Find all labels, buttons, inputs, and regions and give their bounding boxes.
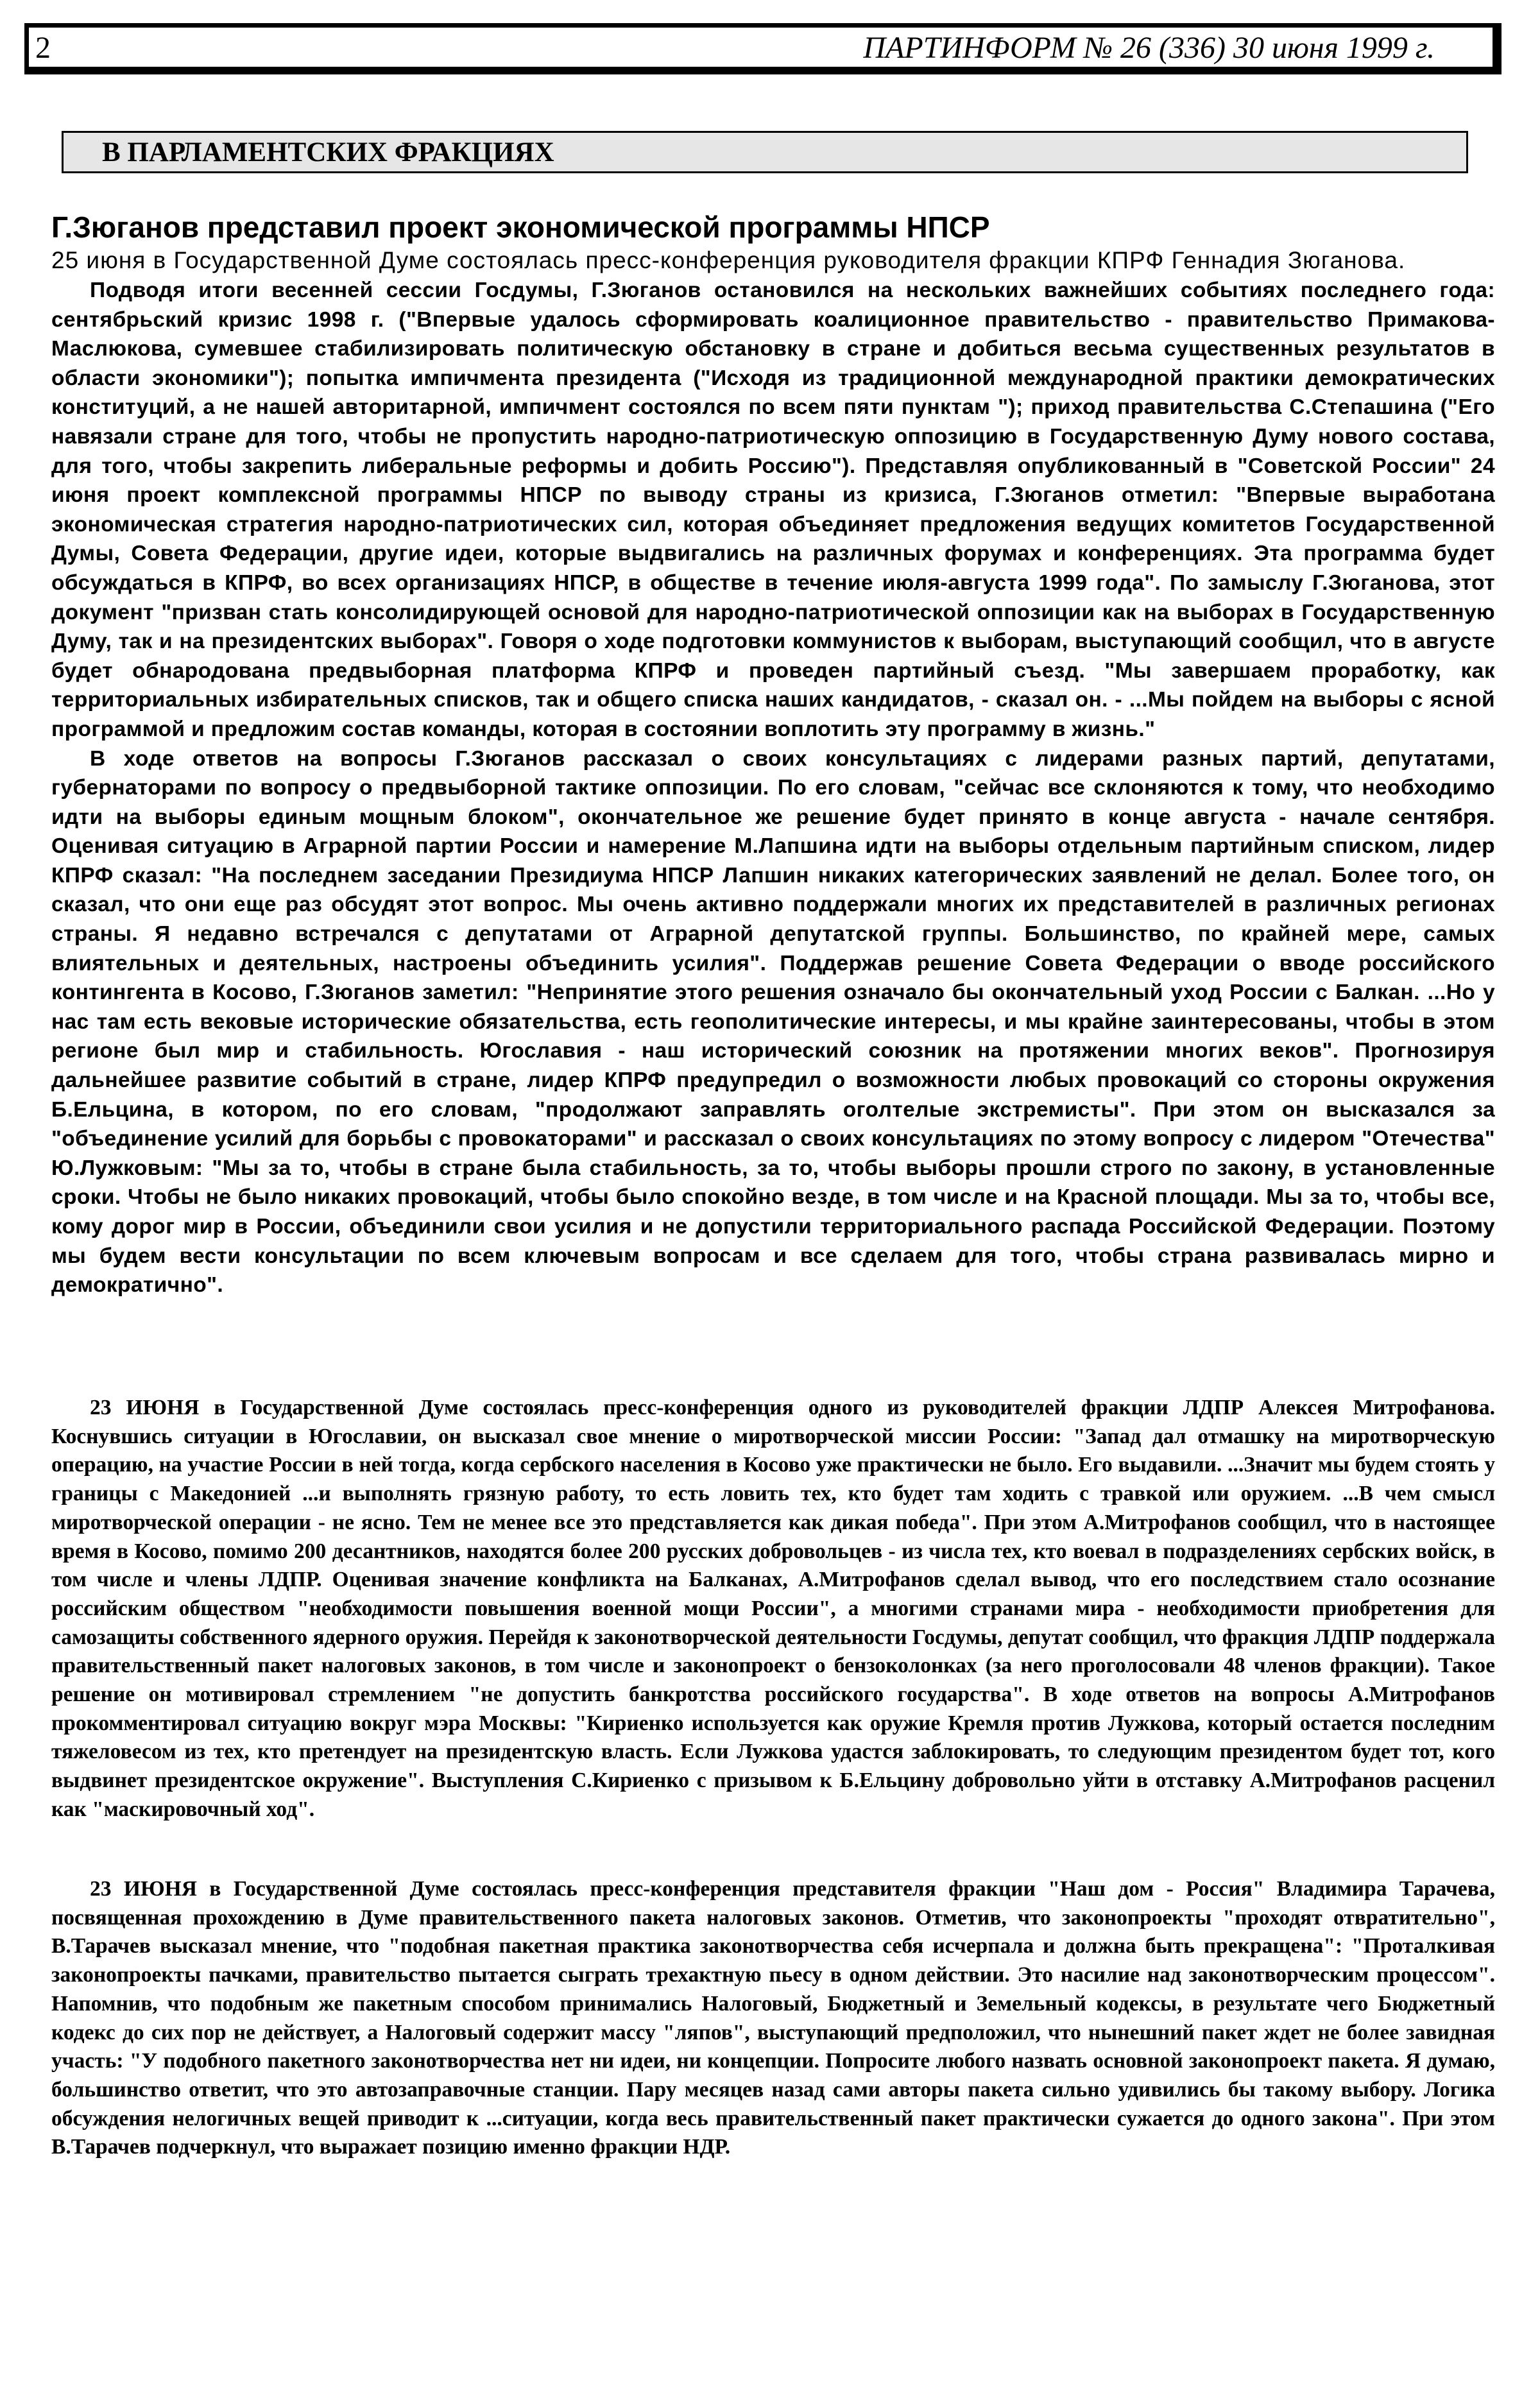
article-mitrofanov bbox=[51, 1394, 1495, 1824]
article-zyuganov bbox=[51, 209, 1495, 1300]
section-title: В ПАРЛАМЕНТСКИХ ФРАКЦИЯХ bbox=[102, 137, 554, 167]
article-paragraph: В ходе ответов на вопросы Г.Зюганов рассказал о своих консультациях с лидерами разных партий, депутатами, губернаторами по вопросу о предвыборной тактике оппозиции. По его словам, "сейчас все склоняются к тому, что необходимо идти на выборы единым мощным блоком", окончательное же решение будет принято в конце августа - начале сентября. Оценивая ситуацию в Аграрной партии России и намерение М.Лапшина идти на выборы отдельным партийным списком, лидер КПРФ сказал: "На последнем заседании Президиума НПСР Лапшин никаких категорических заявлений не делал. Более того, он сказал, что они еще раз обсудят этот вопрос. Мы очень активно поддержали многих их представителей в различных регионах страны. Я недавно встречался с депутатами от Аграрной депутатской группы. Большинство, по крайней мере, самых влиятельных и деятельных, настроены объединить усилия". Поддержав решение Совета Федерации о вводе российского контингента в Косово, Г.Зюганов заметил: "Непринятие этого решения означало бы окончательный уход России с Балкан. ...Но у нас там есть вековые исторические обязательства, есть геополитические интересы, и мы крайне заинтересованы, чтобы в этом регионе был мир и стабильность. Югославия - наш исторический союзник на протяжении многих веков". Прогнозируя дальнейшее развитие событий в стране, лидер КПРФ предупредил о возможности любых провокаций со стороны окружения Б.Ельцина, в котором, по его словам, "продолжают заправлять оголтелые экстремисты". При этом он высказался за "объединение усилий для борьбы с провокаторами" и рассказал о своих консультациях по этому вопросу с лидером "Отечества" Ю.Лужковым: "Мы за то, чтобы в стране была стабильность, за то, чтобы выборы прошли строго по закону, в установленные сроки. Чтобы не было никаких провокаций, чтобы было спокойно везде, в том числе и на Красной площади. Мы за то, чтобы все, кому дорог мир в России, объединили свои усилия и не допустили территориального распада Российской Федерации. Поэтому мы будем вести консультации по всем ключевым вопросам и все сделаем для того, чтобы страна развивалась мирно и демократично". bbox=[51, 746, 1495, 1298]
article-tarachev bbox=[51, 1875, 1495, 2162]
issue-info: ПАРТИНФОРМ № 26 (336) 30 июня 1999 г. bbox=[863, 31, 1435, 65]
article-paragraph: 23 ИЮНЯ в Государственной Думе состоялась пресс-конференция одного из руководителей фракции ЛДПР Алексея Митрофанова. Коснувшись ситуации в Югославии, он высказал свое мнение о миротворческой миссии России: "Запад дал отмашку на миротворческую операцию, на участие России в ней тогда, когда сербского населения в Косово уже практически не было. Его выдавили. ...Значит мы будем стоять у границы с Македонией ...и выполнять грязную работу, то есть ловить тех, кто будет там ходить с травкой или оружием. ...В чем смысл миротворческой операции - не ясно. Тем не менее все это представляется как дикая победа". При этом А.Митрофанов сообщил, что в настоящее время в Косово, помимо 200 десантников, находятся более 200 русских добровольцев - из числа тех, кто воевал в подразделениях сербских войск, в том числе и члены ЛДПР. Оценивая значение конфликта на Балканах, А.Митрофанов сделал вывод, что его последствием стало осознание российским обществом "необходимости повышения военной мощи России", а многими странами мира - необходимости приобретения для самозащиты собственного ядерного оружия. Перейдя к законотворческой деятельности Госдумы, депутат сообщил, что фракция ЛДПР поддержала правительственный пакет налоговых законов, в том числе и законопроект о бензоколонках (за него проголосовали 48 членов фракции). Такое решение он мотивировал стремлением "не допустить банкротства российского государства". В ходе ответов на вопросы А.Митрофанов прокомментировал ситуацию вокруг мэра Москвы: "Кириенко используется как оружие Кремля против Лужкова, который остается последним тяжеловесом из тех, кто претендует на президентскую власть. Если Лужкова удастся заблокировать, то следующим президентом будет тот, кого выдвинет президентское окружение". Выступления С.Кириенко с призывом к Б.Ельцину добровольно уйти в отставку А.Митрофанов расценил как "маскировочный ход". bbox=[51, 1396, 1495, 1821]
section-banner bbox=[62, 131, 1468, 173]
article-headline: Г.Зюганов представил проект экономической программы НПСР bbox=[51, 210, 990, 244]
article-paragraph: 23 ИЮНЯ в Государственной Думе состоялась пресс-конференция представителя фракции "Наш дом - Россия" Владимира Тарачева, посвященная прохождению в Думе правительственного пакета налоговых законов. Отметив, что законопроекты "проходят отвратительно", В.Тарачев высказал мнение, что "подобная пакетная практика законотворчества себя исчерпала и должна быть прекращена": "Проталкивая законопроекты пачками, правительство пытается сыграть трехактную пьесу в одном действии. Это насилие над законотворческим процессом". Напомнив, что подобным же пакетным способом принимались Налоговый, Бюджетный и Земельный кодексы, в результате чего Бюджетный кодекс до сих пор не действует, а Налоговый содержит массу "ляпов", выступающий предположил, что нынешний пакет ждет не более завидная участь: "У подобного пакетного законотворчества нет ни идеи, ни концепции. Попросите любого назвать основной законопроект пакета. Я думаю, большинство ответит, что это автозаправочные станции. Пару месяцев назад сами авторы пакета сильно удивились бы такому выбору. Логика обсуждения нелогичных вещей приводит к ...ситуации, когда весь правительственный пакет практически сужается до одного закона". При этом В.Тарачев подчеркнул, что выражает позицию именно фракции НДР. bbox=[51, 1877, 1495, 2159]
page-header bbox=[24, 23, 1502, 74]
page-number: 2 bbox=[35, 31, 51, 65]
article-paragraph: Подводя итоги весенней сессии Госдумы, Г.Зюганов остановился на нескольких важнейших событиях последнего года: сентябрьский кризис 1998 г. ("Впервые удалось сформировать коалиционное правительство - правительство Примакова-Маслюкова, сумевшее стабилизировать политическую обстановку в стране и добиться весьма существенных результатов в области экономики"); попытка импичмента президента ("Исходя из традиционной международной практики демократических конституций, а не нашей авторитарной, импичмент состоялся по всем пяти пунктам "); приход правительства С.Степашина ("Его навязали стране для того, чтобы не пропустить народно-патриотическую оппозицию в Государственную Думу нового состава, для того, чтобы закрепить либеральные реформы и добить Россию"). Представляя опубликованный в "Советской России" 24 июня проект комплексной программы НПСР по выводу страны из кризиса, Г.Зюганов отметил: "Впервые выработана экономическая стратегия народно-патриотических сил, которая объединяет предложения ведущих комитетов Государственной Думы, Совета Федерации, другие идеи, которые выдвигались на различных форумах и конференциях. Эта программа будет обсуждаться в КПРФ, во всех организациях НПСР, в обществе в течение июля-августа 1999 года". По замыслу Г.Зюганова, этот документ "призван стать консолидирующей основой для народно-патриотической оппозиции как на выборах в Государственную Думу, так и на президентских выборах". Говоря о ходе подготовки коммунистов к выборам, выступающий сообщил, что в августе будет обнародована предвыборная платформа КПРФ и проведен партийный съезд. "Мы завершаем проработку, как территориальных избирательных списков, так и общего списка наших кандидатов, - сказал он. - ...Мы пойдем на выборы с ясной программой и предложим состав команды, которая в состоянии воплотить эту программу в жизнь." bbox=[51, 278, 1495, 741]
article-lead: 25 июня в Государственной Думе состоялась пресс-конференция руководителя фракции КПРФ Геннадия Зюганова. bbox=[51, 247, 1406, 273]
